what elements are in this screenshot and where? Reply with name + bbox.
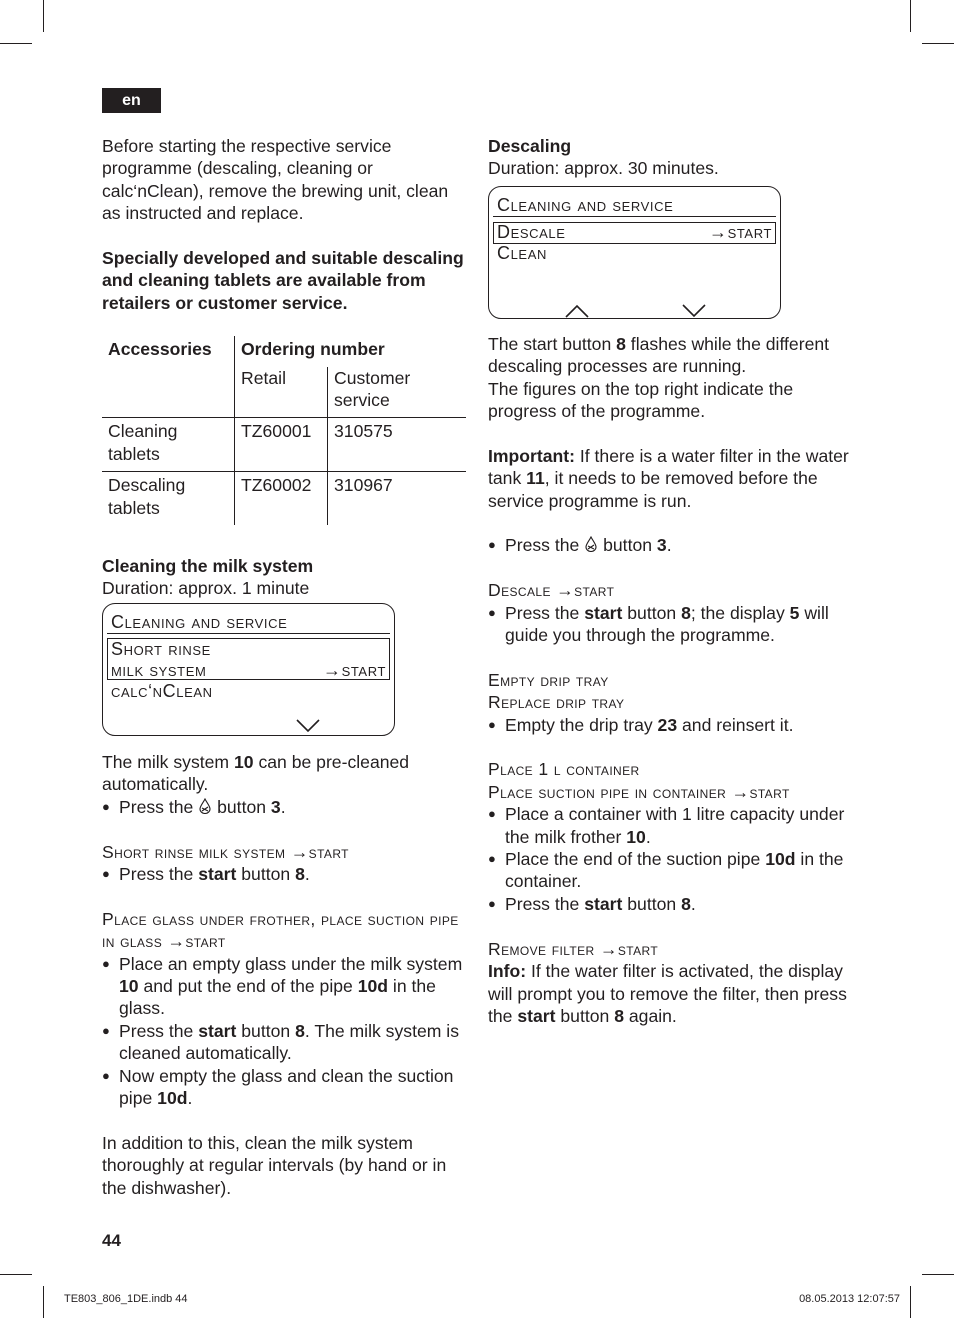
paragraph: The figures on the top right indicate the progress of the programme. (488, 378, 794, 422)
list-item: ● Press the button 3. (102, 796, 466, 818)
crop-mark (922, 1274, 954, 1275)
info-note: Info: If the water filter is activated, the display will prompt you to remove the filter, then press the start button 8 again. (488, 961, 847, 1026)
display-title: Cleaning and service (111, 611, 288, 632)
display-message: Empty drip tray (488, 669, 609, 690)
list-item: ● Press the start button 8; the display 5 will guide you through the programme. (488, 602, 858, 647)
accessories-header: Accessories (108, 339, 212, 360)
display-line: milk system →start (111, 659, 386, 680)
list-item: ● Place a container with 1 litre capacity under the milk frother 10. (488, 803, 858, 848)
display-message: Short rinse milk system →start (102, 841, 349, 862)
paragraph: The start button 8 flashes while the different descaling processes are running. (488, 333, 830, 377)
milk-duration: Duration: approx. 1 minute (102, 578, 310, 599)
display-message: Descale →start (488, 580, 615, 601)
list-item: ● Press the start button 8. The milk system is cleaned automatically. (102, 1020, 466, 1065)
page-number: 44 (102, 1231, 121, 1250)
intro-paragraph: Before starting the respective service programme (descaling, cleaning or calc‘nClean), remove the brewing unit, clean as instructed and replace. (102, 136, 449, 224)
accessories-table (102, 336, 466, 525)
milk-heading: Cleaning the milk system (102, 556, 314, 577)
crop-mark (0, 1274, 32, 1275)
crop-mark (43, 0, 44, 32)
chevron-up-icon (565, 304, 589, 318)
milk-paragraph: The milk system 10 can be pre-cleaned automatically. (102, 751, 410, 795)
display-message: Place 1 l container (488, 759, 640, 780)
crop-mark (922, 43, 954, 44)
display-message: Replace drip tray (488, 692, 625, 713)
display-line: Descale →start (497, 221, 772, 242)
list-item: ● Press the start button 8. (488, 893, 858, 915)
display-message: Remove filter →start (488, 938, 659, 959)
right-column (488, 135, 858, 1027)
list-item: ● Place the end of the suction pipe 10d in the container. (488, 848, 858, 893)
list-item: ● Empty the drip tray 23 and reinsert it. (488, 714, 858, 736)
list-item: ● Press the button 3. (488, 534, 858, 556)
language-tab: en (102, 88, 161, 113)
drop-icon (584, 536, 598, 552)
left-column (102, 135, 466, 1199)
tablets-note: Specially developed and suitable descaling and cleaning tablets are available from retailers or customer service. (102, 248, 464, 313)
display-panel (488, 186, 781, 319)
footer-file: TE803_806_1DE.indb 44 (64, 1293, 188, 1305)
list-item: ● Press the start button 8. (102, 863, 466, 885)
retail-header: Retail (235, 367, 328, 418)
ordering-header: Ordering number (235, 336, 467, 366)
display-line: Clean (497, 242, 547, 263)
chevron-down-icon (682, 304, 706, 318)
display-title: Cleaning and service (497, 194, 674, 215)
display-panel (102, 603, 395, 736)
outro-paragraph: In addition to this, clean the milk system thoroughly at regular intervals (by hand or in the dishwasher). (102, 1132, 447, 1198)
drop-icon (198, 798, 212, 814)
crop-mark (910, 1286, 911, 1318)
display-message: Place glass under frother, place suction pipe in glass →start (102, 908, 459, 952)
customer-header: Customer service (328, 367, 467, 418)
table-row: Descaling tablets TZ60002 310967 (102, 472, 466, 525)
crop-mark (910, 0, 911, 32)
display-message: Place suction pipe in container →start (488, 781, 790, 802)
crop-mark (43, 1286, 44, 1318)
list-item: ● Place an empty glass under the milk system 10 and put the end of the pipe 10d in the glass. (102, 953, 466, 1020)
crop-mark (0, 43, 32, 44)
descaling-heading: Descaling (488, 136, 572, 156)
display-line: Short rinse (111, 638, 211, 659)
important-note: Important: If there is a water filter in the water tank 11, it needs to be removed before the service programme is run. (488, 445, 849, 511)
table-row: Cleaning tablets TZ60001 310575 (102, 418, 466, 472)
chevron-down-icon (296, 719, 320, 733)
display-line: calc‘nClean (111, 680, 213, 701)
footer-date: 08.05.2013 12:07:57 (799, 1293, 900, 1305)
descaling-duration: Duration: approx. 30 minutes. (488, 158, 719, 179)
list-item: ● Now empty the glass and clean the suction pipe 10d. (102, 1065, 466, 1110)
